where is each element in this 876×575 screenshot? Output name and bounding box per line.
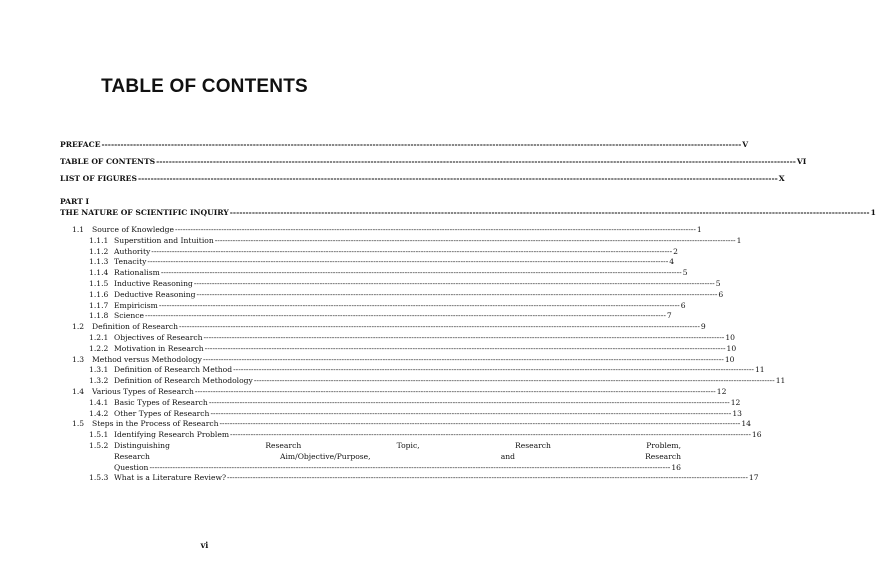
toc-page-number: 2 [673,246,679,256]
table-of-contents [60,140,876,484]
toc-entry-preface [60,140,749,151]
part-label [60,197,349,208]
toc-entry-number: 1.1.4 [89,268,109,278]
toc-entry-number: 1.4.1 [89,397,109,407]
page-title: TABLE OF CONTENTS [101,76,308,97]
dot-leader [149,463,670,474]
toc-entry-number: 1.4 [72,386,85,396]
toc-page-number: 7 [666,311,672,321]
toc-entry-1-1-8 [60,311,672,322]
dot-leader [233,365,754,376]
dot-leader [159,301,680,312]
toc-entry-number: 1.1.6 [89,289,109,299]
toc-entry-text: Steps in the Process of Research [92,419,219,429]
toc-page-number: 10 [726,343,737,353]
toc-entry-text: Science [114,311,145,321]
dot-leader [230,430,751,441]
toc-page-number: 12 [716,386,727,396]
dot-leader [194,279,715,290]
dot-leader [147,257,668,268]
toc-page-number: 10 [725,332,736,342]
toc-entry-text: Definition of Research Methodology [114,376,253,386]
toc-entry-1-2-1 [60,332,736,344]
toc-page-number: 11 [775,376,786,386]
toc-entry-number: 1.3.2 [89,376,109,386]
toc-page-number: X [778,173,785,183]
toc-entry-1-1-4 [60,268,688,279]
toc-entry-part-title [60,208,876,219]
toc-entry-text: Tenacity [114,257,147,267]
toc-entry-1-2 [60,322,706,333]
toc-entry-text: Objectives of Research [114,332,203,342]
toc-entry-line: Question [114,462,149,472]
dot-leader [210,409,731,420]
toc-page-number: 11 [754,365,765,375]
dot-leader [215,236,736,247]
toc-entry-line: Research Aim/Objective/Purpose, and Research [114,451,681,461]
toc-entry-text: Rationalism [114,268,160,278]
toc-page-number: 10 [724,354,735,364]
toc-entry-text: Superstition and Intuition [114,235,214,245]
toc-entry-text: TABLE OF CONTENTS [60,156,156,166]
toc-page-number: 16 [751,430,762,440]
dot-leader [230,208,870,219]
toc-entry-1-3-2 [60,376,786,387]
dot-leader [179,322,700,333]
dot-leader [227,473,748,484]
toc-entry-text: Basic Types of Research [114,397,208,407]
dot-leader [197,290,718,301]
toc-entry-number: 1.2 [72,322,85,332]
toc-entry-text: Various Types of Research [92,386,194,396]
toc-page-number: 6 [680,300,686,310]
page-number-footer: vi [200,540,209,550]
toc-entry-1-1-6 [60,289,724,301]
toc-entry-text: Authority [114,246,151,256]
dot-leader [205,344,726,355]
toc-entry-1-3 [60,354,735,366]
toc-entry-number: 1.2.2 [89,343,109,353]
toc-entry-number: 1.4.2 [89,408,109,418]
toc-entry-number: 1.3.1 [89,365,109,375]
toc-entry-1-1-1 [60,235,742,247]
toc-entry-list-of-figures [60,173,785,185]
toc-entry-number: 1.1.5 [89,278,109,288]
toc-entry-text: PREFACE [60,140,101,149]
dot-leader [209,398,730,409]
toc-entry-number: 1.5.2 [89,440,109,450]
toc-entry-1-4 [60,386,727,398]
dot-leader [101,140,741,151]
toc-page-number: 13 [732,408,742,418]
toc-entry-list [60,224,786,441]
toc-page-number: 1 [696,224,702,234]
toc-entry-1-4-2 [60,408,742,420]
toc-page-number: VI [796,156,807,166]
toc-entry-text: LIST OF FIGURES [60,173,137,183]
dot-leader [203,355,724,366]
toc-page-number: 9 [700,322,706,332]
toc-entry-text: Definition of Research [92,322,179,332]
toc-entry-number: 1.1 [72,224,85,234]
toc-entry-table-of-contents [60,156,807,168]
toc-entry-text: Method versus Methodology [92,354,202,364]
toc-page-number: 17 [748,473,759,483]
toc-entry-number: 1.2.1 [89,332,109,342]
toc-page-number: 6 [718,289,724,299]
dot-leader [219,419,740,430]
toc-entry-1-1-3 [60,257,675,268]
dot-leader [151,247,672,258]
dot-leader [161,268,682,279]
toc-entry-number: 1.1.2 [89,246,109,256]
toc-entry-number: 1.5 [72,419,85,429]
toc-entry-number: 1.5.3 [89,473,109,483]
toc-page-number: 4 [669,257,675,267]
toc-entry-text: Definition of Research Method [114,365,233,375]
toc-entry-text: What is a Literature Review? [114,473,227,483]
toc-page-number: 12 [730,397,741,407]
toc-entry-text: THE NATURE OF SCIENTIFIC INQUIRY [60,208,229,218]
toc-page-number: 1 [736,235,742,245]
toc-entry-1-3-1 [60,365,765,376]
toc-entry-1-4-1 [60,397,741,409]
toc-page-number: 16 [671,462,681,472]
toc-entry-text: Other Types of Research [114,408,210,418]
toc-page-number: V [742,140,749,149]
toc-entry-number: 1.1.1 [89,235,109,245]
toc-entry-number: 1.1.7 [89,300,109,310]
toc-entry-1-1-2 [60,246,679,258]
toc-page-number: 14 [741,419,752,429]
toc-entry-line: Distinguishing Research Topic, Research Problem, [114,440,681,450]
toc-entry-1-1-7 [60,300,686,312]
toc-entry-text: Motivation in Research [114,343,204,353]
toc-page-number: 5 [715,278,721,288]
toc-entry-number: 1.1.8 [89,311,109,321]
toc-entry-text: Empiricism [114,300,158,310]
toc-entry-number: 1.3 [72,354,85,364]
toc-entry-text: Deductive Reasoning [114,289,196,299]
toc-entry-number: 1.5.1 [89,430,109,440]
dot-leader [175,225,696,236]
toc-entry-text: Inductive Reasoning [114,278,193,288]
dot-leader [138,174,778,185]
dot-leader [145,311,666,322]
dot-leader [156,157,796,168]
toc-entry-multiline [60,440,681,473]
dot-leader [254,376,775,387]
toc-entry-1-1 [60,224,702,236]
toc-entry-1-2-2 [60,343,737,355]
toc-entry-1-5 [60,419,752,430]
part-label-text: PART I [60,197,90,207]
toc-entry-number: 1.1.3 [89,257,109,267]
toc-page-number: 5 [682,268,688,278]
toc-entry-text: Source of Knowledge [92,224,175,234]
dot-leader [203,333,724,344]
toc-entry-1-1-5 [60,278,721,290]
toc-entry-1-5-3 [60,473,759,484]
toc-entry-text: Identifying Research Problem [114,430,230,440]
dot-leader [195,387,716,398]
toc-page-number: 1 [870,208,876,218]
toc-entry-1-5-1 [60,430,762,441]
